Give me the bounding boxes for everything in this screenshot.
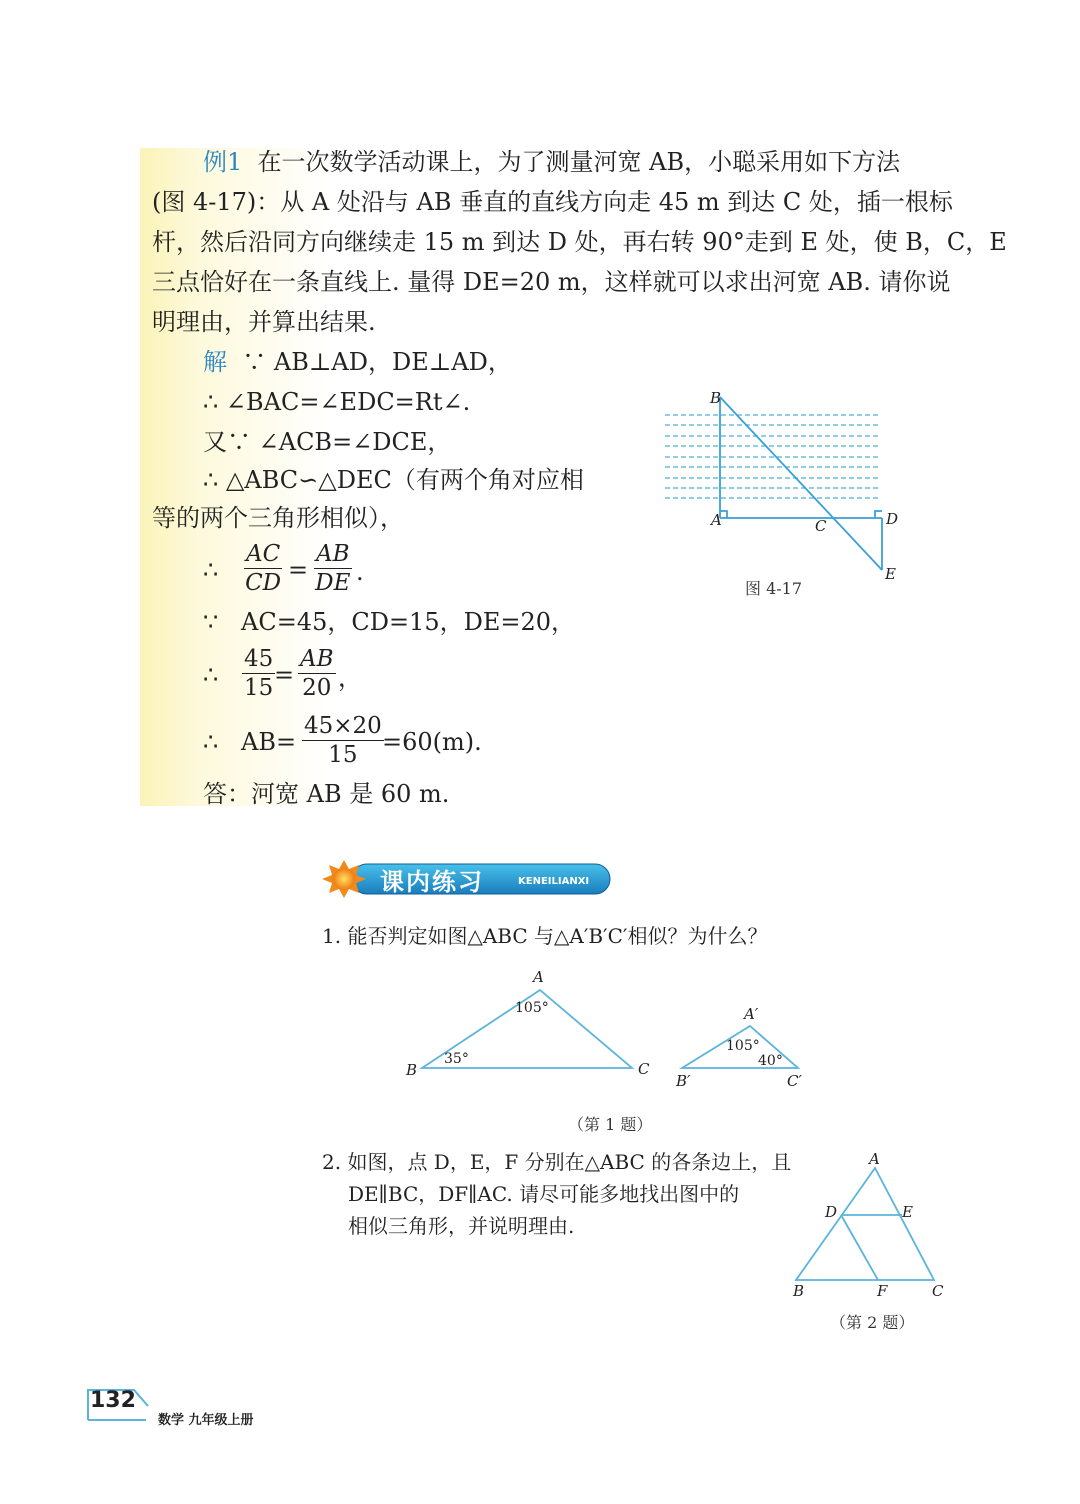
question-2-caption: （第 2 题） bbox=[830, 1313, 915, 1332]
fraction-numerator: AB bbox=[300, 646, 334, 672]
fraction-numerator: AB bbox=[316, 541, 350, 567]
period: . bbox=[356, 558, 364, 586]
page-number: 132 bbox=[90, 1388, 136, 1413]
fraction-numerator: 45 bbox=[244, 646, 274, 672]
river-lines bbox=[665, 415, 878, 498]
example-line-5: 明理由，并算出结果. bbox=[152, 308, 376, 336]
banner-title: 课内练习 bbox=[380, 868, 484, 896]
fig-label-d: D bbox=[886, 510, 899, 528]
q1-label-c: C bbox=[638, 1060, 650, 1078]
exercise-banner bbox=[322, 860, 614, 898]
therefore-symbol: ∴ bbox=[203, 556, 219, 584]
solution-line-3: 又∵ ∠ACB=∠DCE， bbox=[203, 428, 452, 456]
solution-line-5: 等的两个三角形相似）， bbox=[152, 504, 404, 532]
ab-equals: AB= bbox=[241, 728, 297, 756]
segment-df bbox=[841, 1215, 878, 1280]
q1-angle-c-prime: 40° bbox=[758, 1053, 783, 1069]
therefore-symbol: ∴ bbox=[203, 728, 219, 756]
q2-label-d: D bbox=[825, 1203, 838, 1221]
fraction-45-15 bbox=[242, 645, 275, 702]
figure-caption: 图 4-17 bbox=[745, 579, 803, 598]
banner-subtitle: KENEILIANXI bbox=[518, 876, 590, 887]
example-line-1 bbox=[203, 142, 900, 182]
fraction-ab-de bbox=[314, 540, 352, 597]
example-line-4: 三点恰好在一条直线上. 量得 DE=20 m，这样就可以求出河宽 AB. 请你说 bbox=[152, 268, 951, 296]
equals-sign: = bbox=[288, 556, 309, 584]
result: =60(m). bbox=[382, 728, 482, 756]
q1-angle-a: 105° bbox=[515, 1000, 549, 1016]
solution-line-2: ∴ ∠BAC=∠EDC=Rt∠. bbox=[203, 388, 471, 416]
figure-4-17 bbox=[660, 385, 900, 585]
q2-label-c: C bbox=[932, 1282, 944, 1300]
fraction-ac-cd bbox=[244, 540, 282, 597]
fraction-denominator: CD bbox=[245, 570, 282, 596]
question-2-figure bbox=[790, 1160, 940, 1285]
solution-label: 解 bbox=[203, 348, 227, 376]
q1-label-a: A bbox=[533, 968, 544, 986]
q2-label-b: B bbox=[793, 1282, 805, 1300]
fig-label-e: E bbox=[885, 565, 896, 583]
example-line-3: 杆，然后沿同方向继续走 15 m 到达 D 处，再右转 90°走到 E 处，使 B，C，E bbox=[152, 228, 1007, 256]
answer: 答：河宽 AB 是 60 m. bbox=[203, 780, 450, 808]
because-symbol: ∵ bbox=[203, 608, 219, 636]
q1-angle-b: 35° bbox=[444, 1051, 469, 1067]
question-2-line-2: DE∥BC，DF∥AC. 请尽可能多地找出图中的 bbox=[348, 1182, 740, 1206]
book-title: 数学 九年级上册 bbox=[158, 1413, 254, 1428]
equals-sign: = bbox=[274, 661, 295, 689]
example-label: 例1 bbox=[203, 148, 243, 176]
solution-line-4: ∴ △ABC∽△DEC（有两个角对应相 bbox=[203, 466, 584, 494]
fraction-denominator: 15 bbox=[328, 742, 358, 768]
example-text-1: 在一次数学活动课上，为了测量河宽 AB，小聪采用如下方法 bbox=[257, 148, 901, 176]
fraction-numerator: 45×20 bbox=[304, 713, 382, 739]
given-values: AC=45，CD=15，DE=20， bbox=[241, 608, 576, 636]
q1-angle-a-prime: 105° bbox=[726, 1038, 760, 1054]
question-2-line-3: 相似三角形，并说明理由. bbox=[348, 1214, 575, 1238]
fraction-denominator: 20 bbox=[302, 675, 332, 701]
triangle-abc-q2 bbox=[796, 1168, 934, 1280]
triangle-lines bbox=[720, 397, 882, 570]
example-line-2: (图 4-17)：从 A 处沿与 AB 垂直的直线方向走 45 m 到达 C 处，插一根标 bbox=[152, 188, 953, 216]
q1-label-b: B bbox=[406, 1061, 418, 1079]
fraction-45x20-15 bbox=[302, 712, 384, 769]
fraction-denominator: DE bbox=[315, 570, 351, 596]
fig-label-a: A bbox=[711, 511, 722, 529]
solution-line-1 bbox=[203, 342, 512, 382]
fig-label-c: C bbox=[815, 517, 827, 535]
q2-label-a: A bbox=[869, 1150, 880, 1168]
fig-label-b: B bbox=[710, 389, 722, 407]
fraction-numerator: AC bbox=[246, 541, 281, 567]
question-1-caption: （第 1 题） bbox=[568, 1115, 653, 1134]
question-1-text: 1. 能否判定如图△ABC 与△A′B′C′相似？为什么？ bbox=[322, 924, 768, 948]
q2-label-e: E bbox=[902, 1203, 913, 1221]
q1-label-a-prime: A′ bbox=[744, 1005, 759, 1023]
q1-label-b-prime: B′ bbox=[676, 1072, 691, 1090]
q2-label-f: F bbox=[877, 1282, 888, 1300]
q1-label-c-prime: C′ bbox=[787, 1072, 802, 1090]
question-2-line-1: 2. 如图，点 D，E，F 分别在△ABC 的各条边上，且 bbox=[322, 1150, 792, 1174]
question-1-figure bbox=[410, 980, 810, 1080]
solution-text-1: ∵ AB⊥AD，DE⊥AD， bbox=[242, 348, 512, 376]
fraction-denominator: 15 bbox=[244, 675, 274, 701]
comma: ， bbox=[338, 664, 362, 692]
therefore-symbol: ∴ bbox=[203, 661, 219, 689]
fraction-ab-20 bbox=[298, 645, 336, 702]
